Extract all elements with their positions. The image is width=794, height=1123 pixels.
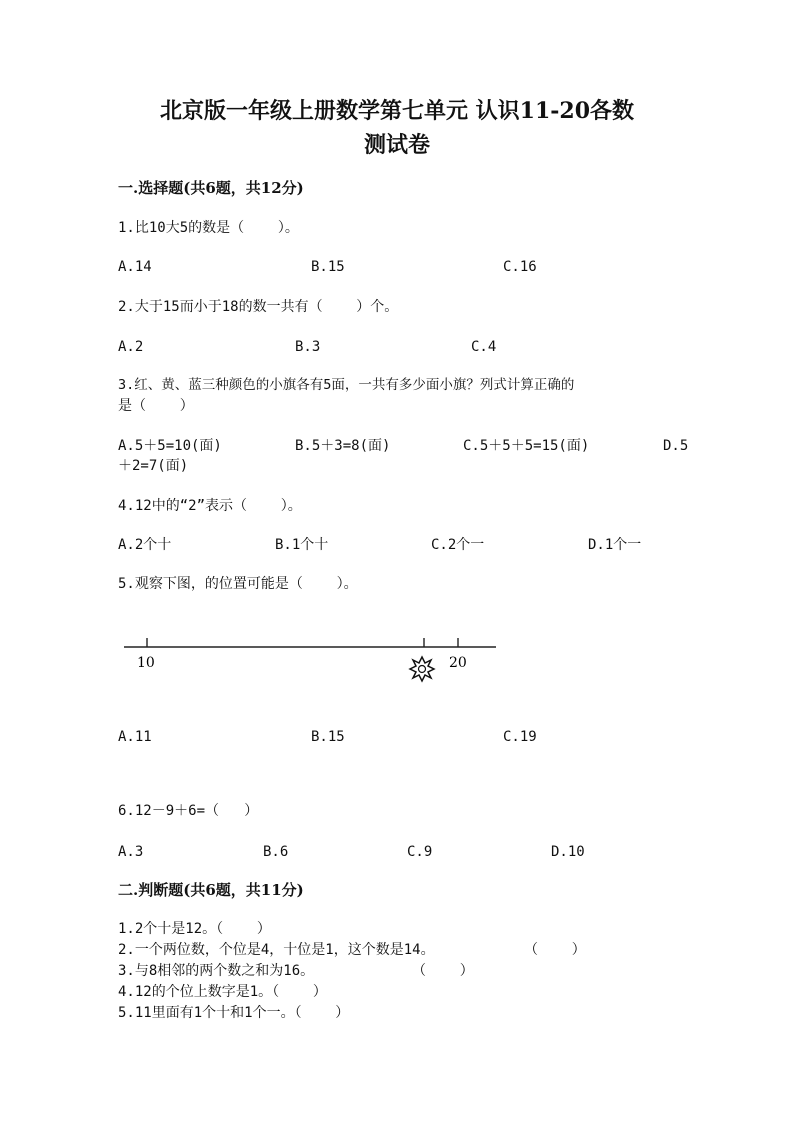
q2-option-c: C.4 <box>471 339 497 355</box>
q1-option-a: A.14 <box>118 259 152 275</box>
page-title-line1: 北京版一年级上册数学第七单元 认识11-20各数 <box>159 98 635 124</box>
q4-option-d: D.1个一 <box>588 537 642 553</box>
judgement-item-1: 1.2个十是12。（ ） <box>118 921 271 937</box>
judgement-item-2: 2.一个两位数，个位是4，十位是1，这个数是14。 <box>118 942 435 958</box>
q4-option-b: B.1个十 <box>275 537 329 553</box>
q6-option-a: A.3 <box>118 844 144 860</box>
question-6-stem: 6.12－9＋6=（ ） <box>118 803 259 819</box>
question-1-stem: 1.比10大5的数是（ ）。 <box>118 220 299 236</box>
q3-option-d: D.5 <box>663 438 689 454</box>
question-2-stem: 2.大于15而小于18的数一共有（ ）个。 <box>118 299 399 315</box>
q1-option-c: C.16 <box>503 259 537 275</box>
q4-option-c: C.2个一 <box>431 537 485 553</box>
sun-icon <box>410 657 434 681</box>
q3-option-a: A.5＋5=10(面) <box>118 438 222 454</box>
q1-option-b: B.15 <box>311 259 345 275</box>
q6-option-c: C.9 <box>407 844 433 860</box>
q3-option-c: C.5＋5＋5=15(面) <box>463 438 590 454</box>
section-heading-judgement: 二.判断题(共6题，共11分) <box>118 881 304 899</box>
q6-option-d: D.10 <box>551 844 585 860</box>
question-5-stem: 5.观察下图，的位置可能是（ ）。 <box>118 576 358 592</box>
number-line-label-10: 10 <box>137 655 155 671</box>
q2-option-b: B.3 <box>295 339 321 355</box>
q4-option-a: A.2个十 <box>118 537 172 553</box>
judgement-item-3-paren: （ ） <box>412 963 474 979</box>
q2-option-a: A.2 <box>118 339 144 355</box>
question-4-stem: 4.12中的“2”表示（ ）。 <box>118 498 302 514</box>
number-line-label-20: 20 <box>449 655 467 671</box>
judgement-item-3: 3.与8相邻的两个数之和为16。 <box>118 963 315 979</box>
section-heading-choice: 一.选择题(共6题，共12分) <box>118 179 304 197</box>
q3-option-d-continued: ＋2=7(面) <box>118 458 189 474</box>
q5-option-b: B.15 <box>311 729 345 745</box>
q5-option-c: C.19 <box>503 729 537 745</box>
judgement-item-5: 5.11里面有1个十和1个一。（ ） <box>118 1005 350 1021</box>
page-title-line2: 测试卷 <box>363 132 430 158</box>
q5-option-a: A.11 <box>118 729 152 745</box>
judgement-item-2-paren: （ ） <box>524 942 586 958</box>
judgement-item-4: 4.12的个位上数字是1。（ ） <box>118 984 327 1000</box>
question-3-stem-line1: 3.红、黄、蓝三种颜色的小旗各有5面，一共有多少面小旗？列式计算正确的 <box>118 377 575 393</box>
q6-option-b: B.6 <box>263 844 289 860</box>
q3-option-b: B.5＋3=8(面) <box>295 438 391 454</box>
question-3-stem-line2: 是（ ） <box>118 398 194 414</box>
number-line-figure <box>118 630 508 690</box>
